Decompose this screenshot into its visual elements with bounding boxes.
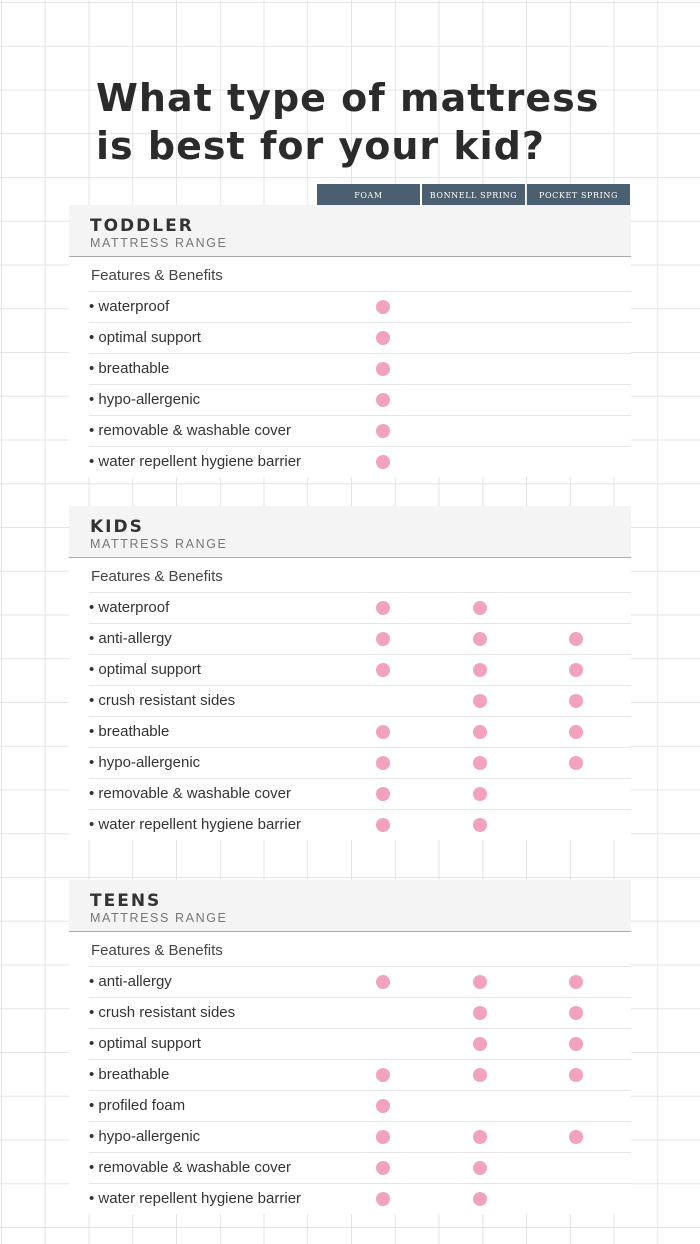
availability-dot-foam	[376, 725, 390, 739]
section-header	[69, 205, 631, 257]
feature-row	[89, 291, 631, 322]
availability-dot-bonnell-spring	[473, 632, 487, 646]
section-subtitle: MATTRESS RANGE	[90, 236, 228, 250]
section-kids	[69, 506, 631, 840]
feature-row	[89, 623, 631, 654]
availability-dot-bonnell-spring	[473, 1130, 487, 1144]
feature-row	[89, 353, 631, 384]
feature-label: • crush resistant sides	[89, 692, 236, 709]
feature-label: • hypo-allergenic	[89, 754, 201, 771]
feature-label: • removable & washable cover	[89, 785, 292, 802]
feature-row	[89, 778, 631, 809]
column-header-bonnell-spring: BONNELL SPRING	[422, 184, 525, 206]
availability-dot-bonnell-spring	[473, 975, 487, 989]
section-teens	[69, 880, 631, 1214]
feature-row	[89, 415, 631, 446]
feature-row	[89, 1152, 631, 1183]
page-title-line-2: is best for your kid?	[96, 124, 545, 168]
availability-dot-pocket-spring	[569, 1068, 583, 1082]
feature-row	[89, 747, 631, 778]
feature-label: • breathable	[89, 723, 170, 740]
availability-dot-foam	[376, 1161, 390, 1175]
features-benefits-label: Features & Benefits	[91, 942, 223, 959]
feature-label: • hypo-allergenic	[89, 1128, 201, 1145]
availability-dot-pocket-spring	[569, 975, 583, 989]
availability-dot-foam	[376, 975, 390, 989]
feature-label: • waterproof	[89, 599, 170, 616]
availability-dot-foam	[376, 1192, 390, 1206]
availability-dot-foam	[376, 362, 390, 376]
page-title-line-1: What type of mattress	[96, 76, 600, 120]
availability-dot-foam	[376, 818, 390, 832]
availability-dot-bonnell-spring	[473, 1037, 487, 1051]
feature-label: • water repellent hygiene barrier	[89, 1190, 302, 1207]
section-subtitle: MATTRESS RANGE	[90, 537, 228, 551]
availability-dot-foam	[376, 756, 390, 770]
feature-label: • anti-allergy	[89, 973, 172, 990]
availability-dot-bonnell-spring	[473, 1192, 487, 1206]
availability-dot-foam	[376, 601, 390, 615]
feature-label: • optimal support	[89, 1035, 201, 1052]
features-benefits-label: Features & Benefits	[91, 267, 223, 284]
feature-row	[89, 716, 631, 747]
feature-row	[89, 1059, 631, 1090]
feature-row	[89, 685, 631, 716]
feature-row	[89, 809, 631, 840]
availability-dot-bonnell-spring	[473, 756, 487, 770]
feature-row	[89, 997, 631, 1028]
features-benefits-label: Features & Benefits	[91, 568, 223, 585]
availability-dot-foam	[376, 1130, 390, 1144]
section-toddler	[69, 205, 631, 477]
availability-dot-pocket-spring	[569, 1006, 583, 1020]
section-header	[69, 506, 631, 558]
availability-dot-bonnell-spring	[473, 725, 487, 739]
availability-dot-foam	[376, 632, 390, 646]
feature-row	[89, 322, 631, 353]
feature-label: • removable & washable cover	[89, 1159, 292, 1176]
feature-label: • crush resistant sides	[89, 1004, 236, 1021]
availability-dot-pocket-spring	[569, 694, 583, 708]
availability-dot-foam	[376, 787, 390, 801]
feature-label: • water repellent hygiene barrier	[89, 816, 302, 833]
feature-label: • optimal support	[89, 329, 201, 346]
feature-label: • optimal support	[89, 661, 201, 678]
availability-dot-pocket-spring	[569, 1037, 583, 1051]
section-header	[69, 880, 631, 932]
column-header-foam: FOAM	[317, 184, 420, 206]
feature-label: • waterproof	[89, 298, 170, 315]
feature-row	[89, 966, 631, 997]
feature-row	[89, 1090, 631, 1121]
availability-dot-bonnell-spring	[473, 818, 487, 832]
feature-label: • breathable	[89, 360, 170, 377]
feature-label: • profiled foam	[89, 1097, 186, 1114]
availability-dot-foam	[376, 455, 390, 469]
availability-dot-foam	[376, 331, 390, 345]
availability-dot-bonnell-spring	[473, 663, 487, 677]
section-subtitle: MATTRESS RANGE	[90, 911, 228, 925]
feature-label: • anti-allergy	[89, 630, 172, 647]
availability-dot-foam	[376, 1068, 390, 1082]
page-title	[96, 74, 616, 170]
availability-dot-bonnell-spring	[473, 601, 487, 615]
feature-label: • water repellent hygiene barrier	[89, 453, 302, 470]
availability-dot-pocket-spring	[569, 663, 583, 677]
availability-dot-bonnell-spring	[473, 1068, 487, 1082]
feature-label: • removable & washable cover	[89, 422, 292, 439]
availability-dot-pocket-spring	[569, 632, 583, 646]
availability-dot-foam	[376, 424, 390, 438]
availability-dot-bonnell-spring	[473, 1161, 487, 1175]
feature-label: • breathable	[89, 1066, 170, 1083]
feature-row	[89, 1121, 631, 1152]
availability-dot-foam	[376, 663, 390, 677]
availability-dot-bonnell-spring	[473, 787, 487, 801]
feature-row	[89, 592, 631, 623]
availability-dot-foam	[376, 300, 390, 314]
column-header-pocket-spring: POCKET SPRING	[527, 184, 630, 206]
availability-dot-pocket-spring	[569, 756, 583, 770]
section-name: TEENS	[90, 891, 162, 911]
availability-dot-pocket-spring	[569, 725, 583, 739]
feature-row	[89, 654, 631, 685]
feature-row	[89, 446, 631, 477]
feature-label: • hypo-allergenic	[89, 391, 201, 408]
section-name: TODDLER	[90, 216, 194, 236]
availability-dot-foam	[376, 393, 390, 407]
section-name: KIDS	[90, 517, 144, 537]
availability-dot-bonnell-spring	[473, 1006, 487, 1020]
availability-dot-pocket-spring	[569, 1130, 583, 1144]
availability-dot-foam	[376, 1099, 390, 1113]
availability-dot-bonnell-spring	[473, 694, 487, 708]
feature-row	[89, 1028, 631, 1059]
feature-row	[89, 384, 631, 415]
feature-row	[89, 1183, 631, 1214]
